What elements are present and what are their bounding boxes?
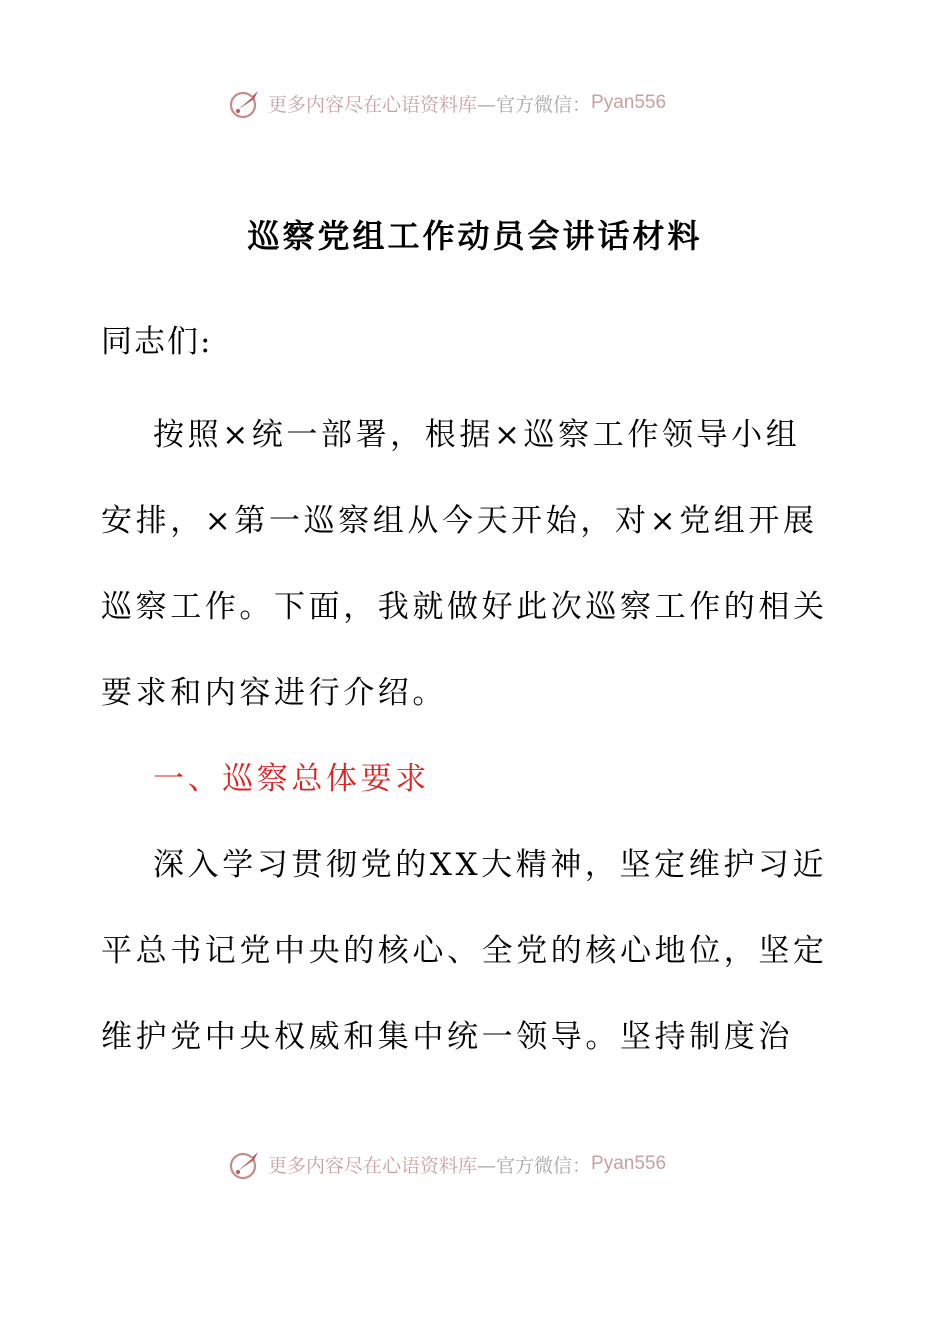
watermark-separator: —官方微信： xyxy=(477,93,592,116)
quill-logo-icon xyxy=(228,1146,264,1182)
document-title: 巡察党组工作动员会讲话材料 xyxy=(247,217,703,255)
paragraph-line: 维护党中央权威和集中统一领导。坚持制度治 xyxy=(101,1019,793,1055)
paragraph-line: 深入学习贯彻党的XX大精神，坚定维护习近 xyxy=(153,847,828,883)
paragraph-line: 安排，×第一巡察组从今天开始，对×党组开展 xyxy=(101,503,818,539)
watermark-id: Pyan556 xyxy=(591,92,667,113)
watermark-id: Pyan556 xyxy=(591,1153,667,1174)
footer-watermark xyxy=(228,1144,748,1184)
paragraph-line: 要求和内容进行介绍。 xyxy=(101,675,447,711)
paragraph-2 xyxy=(101,822,853,1080)
section-heading: 一、巡察总体要求 xyxy=(153,761,430,797)
quill-logo-icon xyxy=(228,85,264,121)
paragraph-line: 按照×统一部署，根据×巡察工作领导小组 xyxy=(153,417,801,453)
paragraph-1 xyxy=(101,392,853,736)
paragraph-line: 巡察工作。下面，我就做好此次巡察工作的相关 xyxy=(101,589,828,625)
document-body xyxy=(101,392,853,1080)
watermark-text: 更多内容尽在心语资料库 xyxy=(268,93,478,116)
watermark-text: 更多内容尽在心语资料库 xyxy=(268,1154,478,1177)
salutation: 同志们: xyxy=(101,324,213,360)
watermark-separator: —官方微信： xyxy=(477,1154,592,1177)
paragraph-line: 平总书记党中央的核心、全党的核心地位，坚定 xyxy=(101,933,828,969)
header-watermark xyxy=(228,83,748,123)
